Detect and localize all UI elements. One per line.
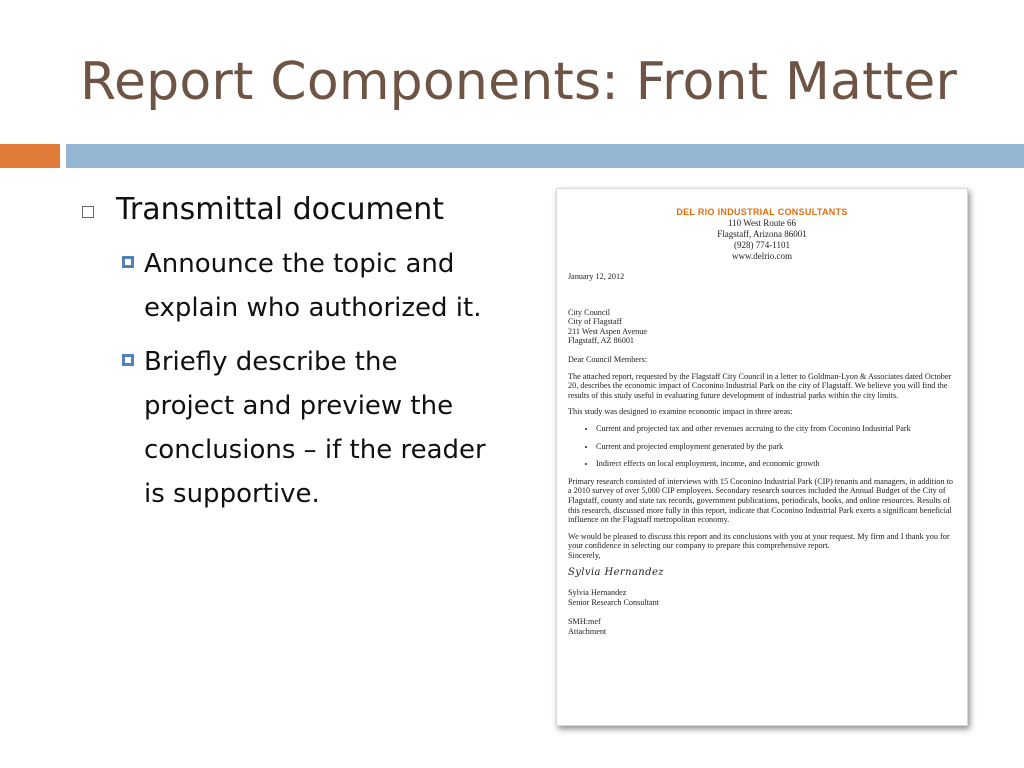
recipient-line: Flagstaff, AZ 86001 — [568, 336, 635, 346]
recipient-line: 211 West Aspen Avenue — [568, 326, 648, 336]
recipient-line: City of Flagstaff — [568, 317, 622, 327]
address-line: 110 West Route 66 — [727, 218, 797, 228]
handwritten-signature: Sylvia Hernandez — [568, 567, 664, 579]
square-bullet-icon — [122, 354, 134, 366]
letter-body — [557, 272, 967, 636]
accent-bar-orange — [0, 144, 60, 168]
company-name: DEL RIO INDUSTRIAL CONSULTANTS — [676, 207, 848, 217]
address-line: Flagstaff, Arizona 86001 — [717, 229, 807, 239]
letter-list — [568, 424, 955, 469]
square-bullet-icon — [122, 256, 134, 268]
closing: Sincerely, — [568, 550, 601, 560]
bullet-main — [82, 190, 502, 230]
recipient-block — [568, 308, 955, 346]
list-item: • Indirect effects on local employment, income, and economic growth — [596, 459, 955, 469]
letter-date: January 12, 2012 — [568, 272, 625, 281]
salutation: Dear Council Members: — [568, 354, 648, 364]
letter-paragraph: Primary research consisted of interviews with 15 Coconino Industrial Park (CIP) tenants and managers, in addition to a 2010 survey of over 5,000 CIP employees. Secondary research sources included the Annual Budget of the City of Flagstaff, county and state tax records, government publications, periodicals, books, and online resources. Results of this research, discussed more fully in this report, indicate that Coconino Industrial Park exerts a significant beneficial influence on the Flagstaff metropolitan economy. — [568, 476, 953, 525]
letter-paragraph: We would be pleased to discuss this report and its conclusions with you at your request. My firm and I thank you for your confidence in selecting our company to prepare this comprehensive report. — [568, 531, 950, 551]
signer-name: Sylvia Hernandez — [568, 588, 627, 598]
sub-bullet-text: Briefly describe the project and preview the conclusions – if the reader is supportive. — [144, 347, 486, 509]
list-item: • Current and projected employment generated by the park — [596, 442, 955, 452]
sub-bullet-text: Announce the topic and explain who authorized it. — [144, 249, 482, 323]
accent-bar-blue — [66, 144, 1024, 168]
signer-title: Senior Research Consultant — [568, 597, 659, 607]
slide-title: Report Components: Front Matter — [80, 52, 958, 112]
letterhead — [557, 189, 967, 262]
enclosure-note: Attachment — [568, 626, 607, 636]
phone-number: (928) 774-1101 — [734, 240, 790, 250]
transmittal-letter-image — [556, 188, 968, 726]
hollow-square-bullet-icon — [82, 206, 94, 218]
initials: SMH:mef — [568, 617, 601, 627]
recipient-line: City Council — [568, 307, 611, 317]
list-item: • Current and projected tax and other revenues accruing to the city from Coconino Industrial Park — [596, 424, 955, 434]
letter-paragraph: This study was designed to examine economic impact in three areas: — [568, 407, 793, 417]
sub-bullet-1 — [122, 242, 502, 330]
bullet-main-text: Transmittal document — [116, 192, 444, 227]
website: www.delrio.com — [732, 251, 792, 261]
sub-bullet-2 — [122, 340, 502, 516]
bullet-list — [82, 190, 502, 526]
letter-paragraph: The attached report, requested by the Flagstaff City Council in a letter to Goldman-Lyon & Associates dated October 20, describes the economic impact of Coconino Industrial Park on the city of Flagstaff. We believe you will find the results of this study useful in evaluating future development of industrial parks within the city limits. — [568, 371, 952, 400]
